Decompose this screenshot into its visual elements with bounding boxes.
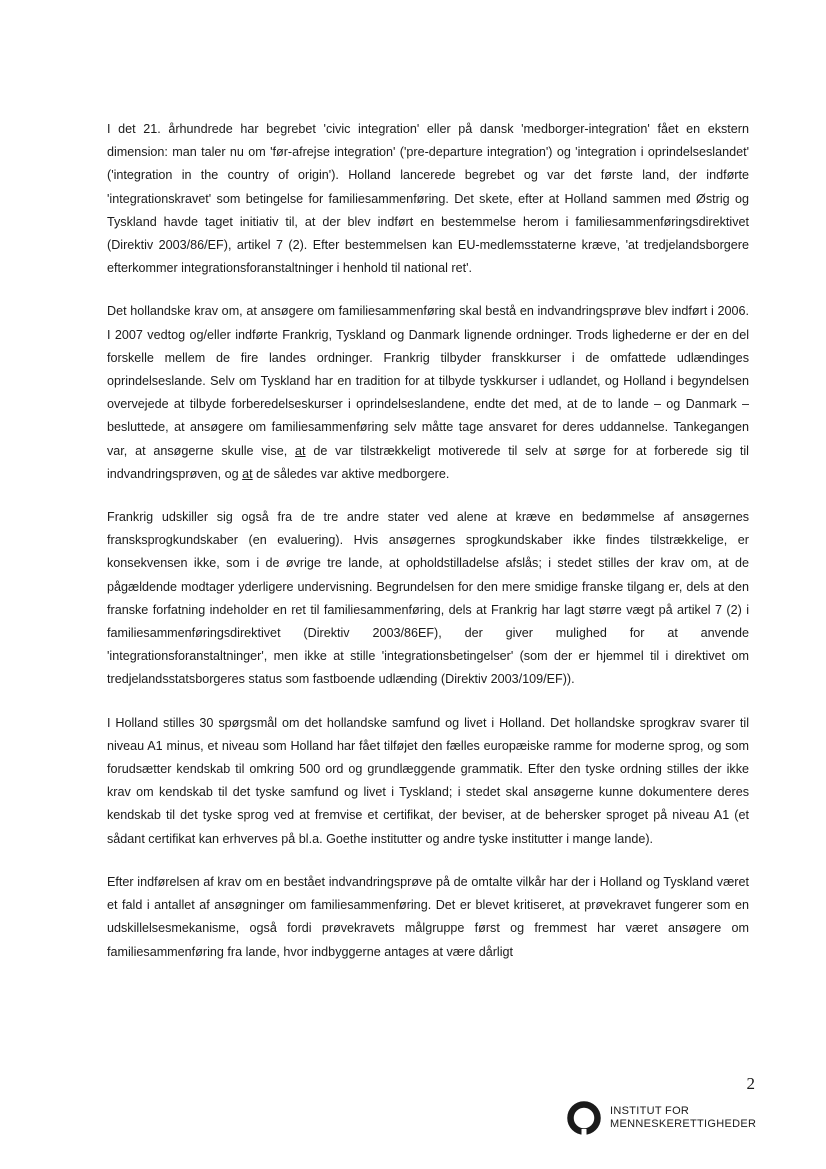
institute-name-line-2: MENNESKERETTIGHEDER bbox=[610, 1118, 757, 1130]
text-run: I Holland stilles 30 spørgsmål om det hollandske samfund og livet i Holland. Det hollandske sprogkrav svarer til niveau A1 minus, et niveau som Holland har fået tilføjet den fælles europæiske ramme for moderne sprog, og som forudsætter kendskab til omkring 500 ord og grundlæggende grammatik. Efter den tyske ordning stilles der ikke krav om kendskab til det tyske samfund og livet i Tyskland; i stedet skal ansøgerne kunne dokumentere deres kendskab til det tyske sprog ved at fremvise et certifikat, der beviser, at de behersker sproget på niveau A1 (et sådant certifikat kan erhverves på bl.a. Goethe institutter og andre tyske institutter i mange lande). bbox=[107, 715, 749, 846]
text-run: de således var aktive medborgere. bbox=[252, 466, 450, 481]
text-run: de var tilstrækkeligt motiverede til selv at sørge for at forberede sig til indvandringsprøven, og bbox=[107, 443, 749, 481]
document-body bbox=[107, 118, 749, 984]
paragraph bbox=[107, 300, 749, 486]
institute-name bbox=[610, 1105, 756, 1131]
institute-logo bbox=[566, 1100, 756, 1136]
paragraph bbox=[107, 118, 749, 280]
text-run: Det hollandske krav om, at ansøgere om familiesammenføring skal bestå en indvandringsprøve blev indført i 2006. I 2007 vedtog og/eller indførte Frankrig, Tyskland og Danmark lignende ordninger. Trods lighederne er der en del forskelle mellem de fire landes ordninger. Frankrig tilbyder franskkurser i de omfattede udlændinges oprindelseslande. Selv om Tyskland har en tradition for at tilbyde tyskkurser i udlandet, og Holland i begyndelsen overvejede at tilbyde forberedelseskurser i oprindelseslandene, endte det med, at de to lande – og Danmark – besluttede, at ansøgere om familiesammenføring selv måtte tage ansvaret for deres uddannelse. Tankegangen var, at ansøgerne skulle vise, bbox=[107, 304, 749, 458]
text-run: Frankrig udskiller sig også fra de tre andre stater ved alene at kræve en bedømmelse af ansøgernes fransksprogkundskaber (en evaluering). Hvis ansøgernes sprogkundskaber ikke findes tilstrækkelige, er konsekvensen ikke, som i de øvrige tre lande, at opholdstilladelse afslås; i stedet stilles der krav om, at de pågældende modtager yderligere undervisning. Begrundelsen for den mere smidige franske tilgang er, dels at den franske forfatning indeholder en ret til familiesammenføring, dels at Frankrig har lagt større vægt på artikel 7 (2) i familiesammenføringsdirektivet (Direktiv 2003/86EF), der giver mulighed for at anvende 'integrationsforanstaltninger', men ikke at stille 'integrationsbetingelser' (som der er hjemmel til i direktivet om tredjelandsstatsborgeres status som fastboende udlænding (Direktiv 2003/109/EF)). bbox=[107, 510, 749, 687]
page-number: 2 bbox=[746, 1074, 755, 1093]
paragraph bbox=[107, 871, 749, 964]
text-run: Efter indførelsen af krav om en bestået indvandringsprøve på de omtalte vilkår har der i Holland og Tyskland været et fald i antallet af ansøgninger om familiesammenføring. Det er blevet kritiseret, at prøvekravet fungerer som en udskillelsesmekanisme, også fordi prøvekravets målgruppe først og fremmest har været ansøgere om familiesammenføring fra lande, hvor indbyggerne antages at være dårligt bbox=[107, 874, 749, 959]
text-run: I det 21. århundrede har begrebet 'civic integration' eller på dansk 'medborger-integration' fået en ekstern dimension: man taler nu om 'før-afrejse integration' ('pre-departure integration') og 'integration i oprindelseslandet' ('integration in the country of origin'). Holland lancerede begrebet og var det første land, der indførte 'integrationskravet' som betingelse for familiesammenføring. Det skete, efter at Holland sammen med Østrig og Tyskland havde taget initiativ til, at der blev indført en bestemmelse herom i familiesammenføringsdirektivet (Direktiv 2003/86/EF), artikel 7 (2). Efter bestemmelsen kan EU-medlemsstaterne kræve, 'at tredjelandsborgere efterkommer integrationsforanstaltninger i henhold til national ret'. bbox=[107, 122, 749, 276]
underlined-text: at bbox=[295, 443, 306, 458]
paragraph bbox=[107, 506, 749, 692]
paragraph bbox=[107, 712, 749, 851]
institute-name-line-1: INSTITUT FOR bbox=[610, 1105, 690, 1117]
underlined-text: at bbox=[242, 466, 253, 481]
institute-ring-logo-icon bbox=[566, 1100, 602, 1136]
